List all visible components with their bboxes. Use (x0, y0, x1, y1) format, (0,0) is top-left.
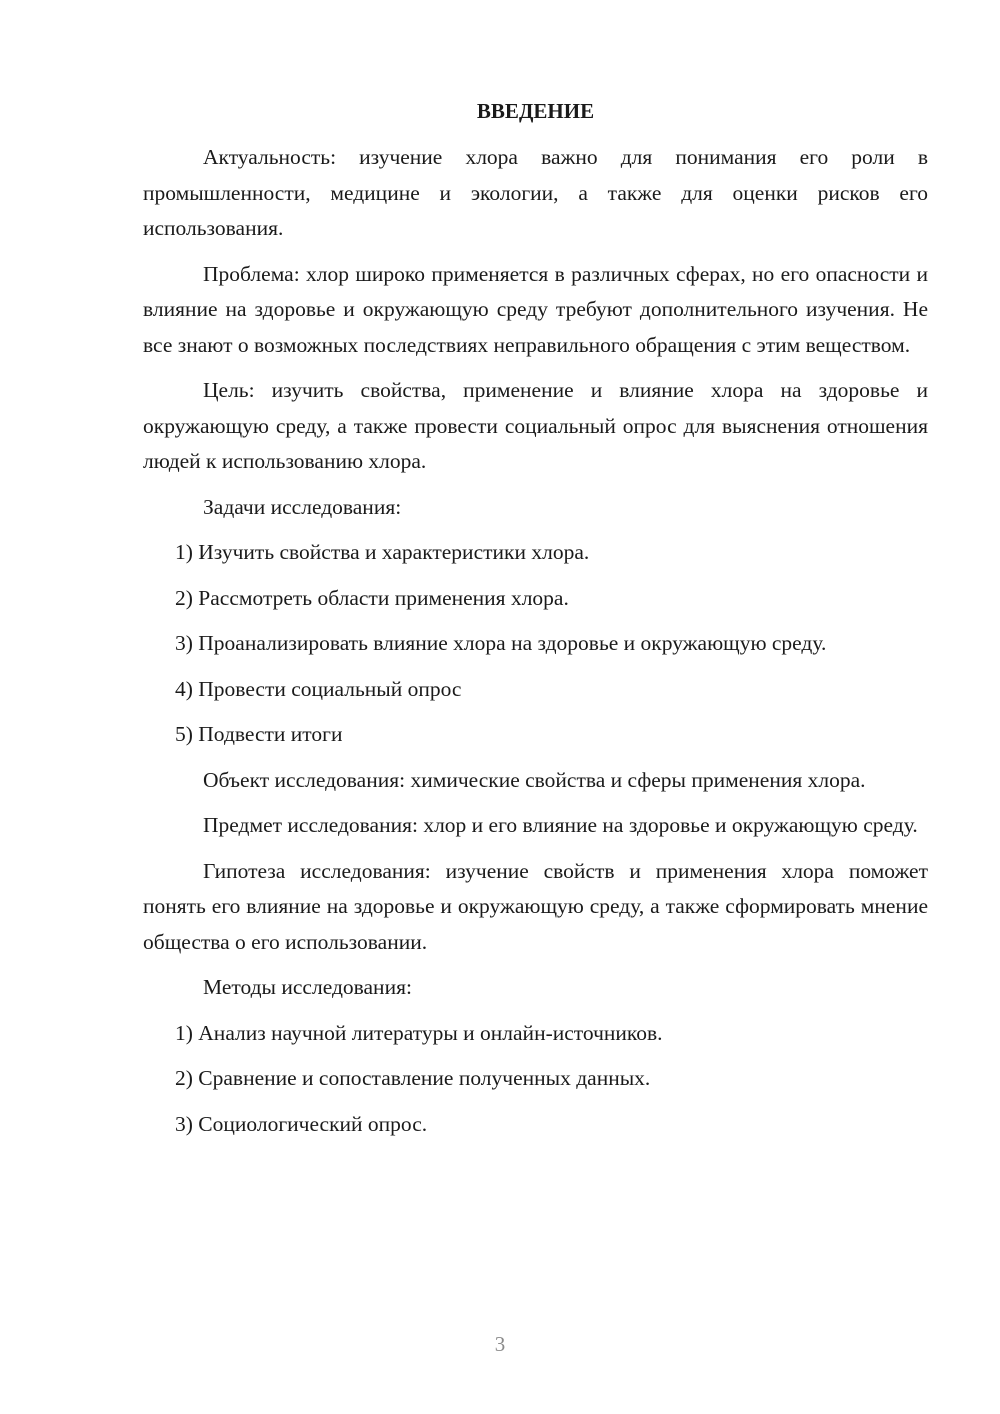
task-item: 2) Рассмотреть области применения хлора. (175, 585, 569, 610)
method-item: 3) Социологический опрос. (175, 1111, 428, 1136)
page-number: 3 (494, 1332, 506, 1356)
method-item: 2) Сравнение и сопоставление полученных данных. (175, 1066, 651, 1090)
paragraph-methods-heading: Методы исследования: (203, 975, 412, 999)
task-item: 3) Проанализировать влияние хлора на здоровье и окружающую среду. (175, 631, 827, 655)
task-item: 5) Подвести итоги (175, 722, 343, 746)
paragraph-tasks-heading: Задачи исследования: (203, 494, 402, 519)
paragraph-relevance: Актуальность: изучение хлора важно для понимания его роли в промышленности, медицине и экологии, а также для оценки рисков его использования. (143, 145, 928, 240)
paragraph-goal: Цель: изучить свойства, применение и влияние хлора на здоровье и окружающую среду, а также провести социальный опрос для выяснения отношения людей к использованию хлора. (143, 378, 928, 473)
document-page (143, 94, 928, 1152)
paragraph-problem: Проблема: хлор широко применяется в различных сферах, но его опасности и влияние на здоровье и окружающую среду требуют дополнительного изучения. Не все знают о возможных последствиях неправильного обращения с этим веществом. (143, 261, 928, 357)
paragraph-object: Объект исследования: химические свойства и сферы применения хлора. (203, 767, 866, 792)
section-title: ВВЕДЕНИЕ (476, 99, 595, 123)
task-item: 4) Провести социальный опрос (175, 676, 462, 701)
paragraph-hypothesis: Гипотеза исследования: изучение свойств и применения хлора поможет понять его влияние на здоровье и окружающую среду, а также сформировать мнение общества о его использовании. (143, 858, 928, 954)
paragraph-subject: Предмет исследования: хлор и его влияние на здоровье и окружающую среду. (203, 813, 918, 837)
method-item: 1) Анализ научной литературы и онлайн-источников. (175, 1020, 663, 1045)
task-item: 1) Изучить свойства и характеристики хлора. (175, 540, 590, 564)
